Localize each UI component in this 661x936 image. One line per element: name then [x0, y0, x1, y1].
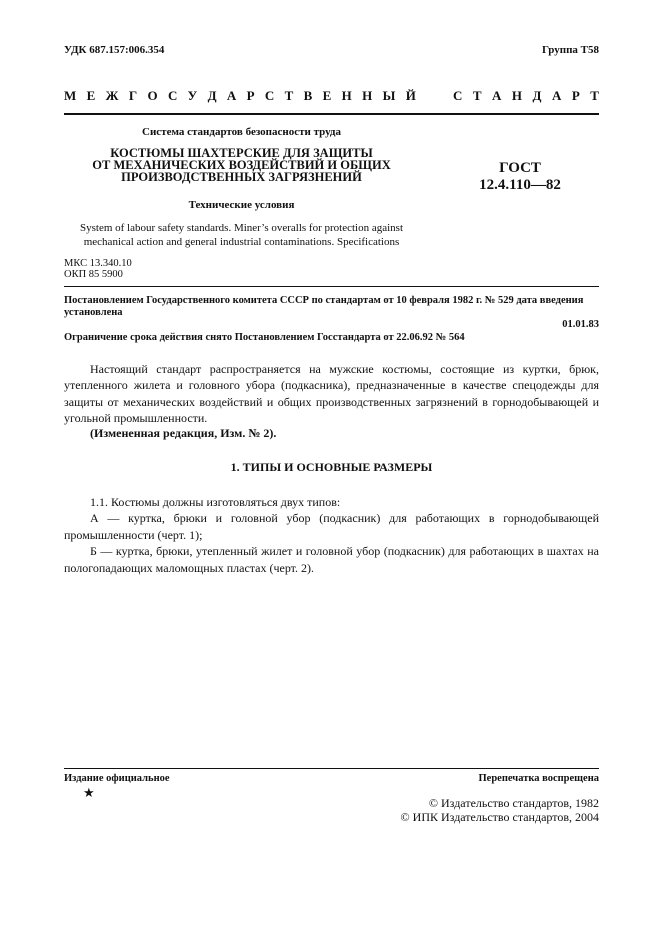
banner-word-standard	[453, 88, 599, 104]
type-a-paragraph: А — куртка, брюки и головной убор (подкасник) для работающих в горнодобывающей промышленности (черт. 1);	[64, 511, 599, 542]
banner-letter: А	[226, 88, 237, 103]
document-subtitle: Технические условия	[188, 199, 295, 211]
limitation-text: Ограничение срока действия снято Постановлением Госстандарта от 22.06.92 № 564	[64, 332, 465, 343]
banner-letter: Н	[341, 88, 352, 103]
banner-letter: Д	[207, 88, 217, 103]
copyright-line: © Издательство стандартов, 1982	[428, 796, 599, 810]
banner-letter: С	[453, 88, 463, 103]
banner-letter: Ы	[382, 88, 396, 103]
section-heading: 1. ТИПЫ И ОСНОВНЫЕ РАЗМЕРЫ	[230, 460, 433, 474]
banner-letter: Е	[86, 88, 96, 103]
group-code: Группа Т58	[541, 44, 599, 56]
amendment-note: (Измененная редакция, Изм. № 2).	[90, 426, 277, 440]
banner-letter: С	[167, 88, 178, 103]
copyright-line: © ИПК Издательство стандартов, 2004	[400, 810, 599, 824]
udk-code: УДК 687.157:006.354	[64, 44, 165, 56]
banner-letter: Н	[362, 88, 373, 103]
banner-letter: Т	[284, 88, 294, 103]
banner-letter: С	[264, 88, 275, 103]
document-title	[64, 147, 419, 183]
gost-label: ГОСТ	[499, 160, 541, 176]
banner-letter: Е	[322, 88, 332, 103]
gost-designation	[440, 160, 600, 194]
bottom-rule	[64, 768, 599, 769]
intro-paragraph: Настоящий стандарт распространяется на мужские костюмы, состоящие из куртки, брюк, утепленного жилета и головного убора (подкасника), предназначенные в качестве спецодежды для защиты от механических воздействий и общих производственных загрязнений в горнодобывающей и угольной промышленности.	[64, 362, 599, 426]
title-line: ПРОИЗВОДСТВЕННЫХ ЗАГРЯЗНЕНИЙ	[121, 170, 362, 184]
banner-letter: М	[64, 88, 77, 103]
title-line: ОТ МЕХАНИЧЕСКИХ ВОЗДЕЙСТВИЙ И ОБЩИХ	[92, 158, 391, 172]
banner-letter: Р	[246, 88, 255, 103]
okp-code: ОКП 85 5900	[64, 269, 123, 280]
copyright-block	[401, 796, 599, 824]
banner-word-interstate	[64, 88, 416, 104]
banner-letter: Н	[511, 88, 523, 103]
title-line: КОСТЮМЫ ШАХТЕРСКИЕ ДЛЯ ЗАЩИТЫ	[110, 146, 373, 160]
reprint-notice: Перепечатка воспрещена	[478, 773, 599, 784]
banner-letter: А	[492, 88, 502, 103]
decree-text: Постановлением Государственного комитета СССР по стандартам от 10 февраля 1982 г. № 529 дата введения установлена	[64, 295, 584, 318]
banner-letter: В	[303, 88, 313, 103]
system-title: Система стандартов безопасности труда	[142, 126, 341, 138]
star-icon: ★	[83, 785, 95, 800]
english-title	[64, 221, 419, 249]
banner-letter: Д	[532, 88, 542, 103]
middle-rule	[64, 286, 599, 287]
standard-banner	[64, 88, 599, 104]
type-b-paragraph: Б — куртка, брюки, утепленный жилет и головной убор (подкасник) для работающих в шахтах на пологопадающих маломощных пластах (черт. 2).	[64, 544, 599, 575]
banner-letter: Т	[590, 88, 599, 103]
item-1-1: 1.1. Костюмы должны изготовляться двух типов:	[90, 495, 341, 509]
banner-letter: Й	[405, 88, 416, 103]
types-block	[64, 494, 599, 576]
top-rule	[64, 113, 599, 115]
introduction-date: 01.01.83	[562, 319, 599, 330]
banner-letter: О	[147, 88, 158, 103]
official-edition-label: Издание официальное	[64, 773, 170, 784]
banner-letter: А	[551, 88, 562, 103]
english-line: mechanical action and general industrial contaminations. Specifications	[83, 236, 400, 248]
banner-letter: Р	[571, 88, 580, 103]
english-line: System of labour safety standards. Miner’s overalls for protection against	[80, 222, 403, 234]
mks-code: МКС 13.340.10	[64, 258, 132, 269]
banner-letter: Г	[128, 88, 138, 103]
banner-letter: У	[187, 88, 198, 103]
gost-number: 12.4.110—82	[479, 177, 561, 193]
banner-letter: Т	[472, 88, 482, 103]
classification-codes	[64, 258, 132, 280]
banner-letter: Ж	[105, 88, 119, 103]
